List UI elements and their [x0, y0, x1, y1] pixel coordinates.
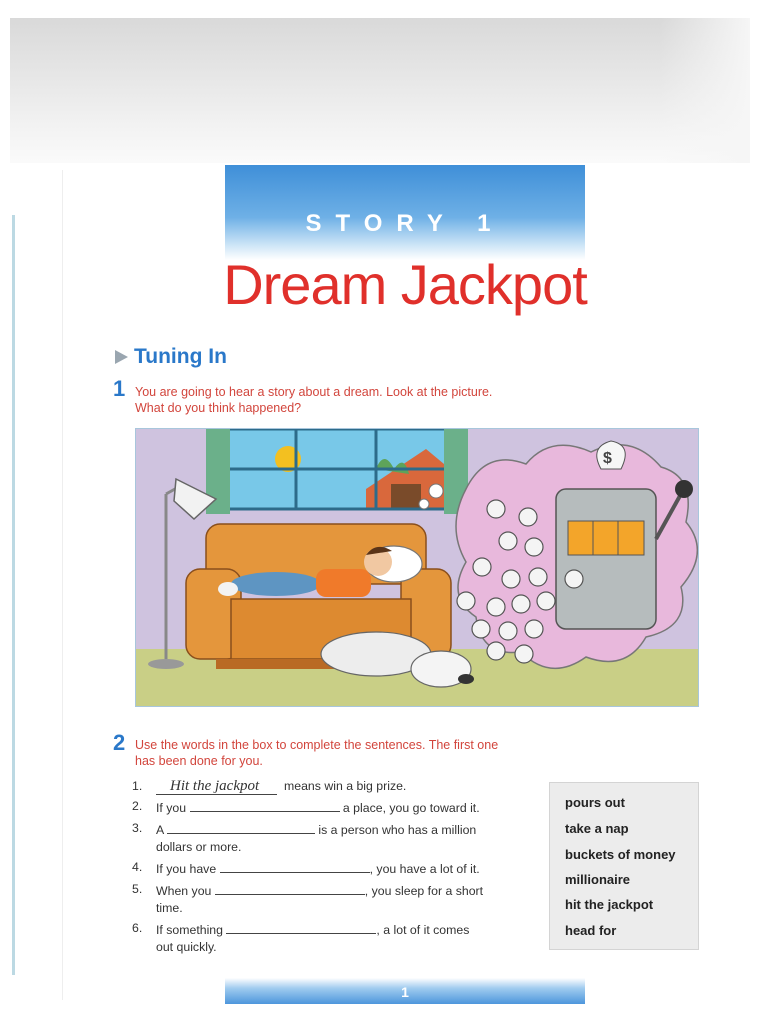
item-text: , a lot of it comes [376, 923, 470, 937]
item-text: is a person who has a million [318, 823, 477, 837]
list-item [132, 820, 532, 856]
item-text: When you [156, 884, 212, 898]
item-text: means win a big prize. [284, 779, 407, 793]
word-box-item: pours out [565, 795, 625, 810]
item-text: If you have [156, 862, 217, 876]
item-text: , you have a lot of it. [369, 862, 480, 876]
blank-field[interactable] [215, 881, 365, 895]
item-number: 4. [132, 860, 143, 874]
scan-shadow [10, 18, 750, 163]
word-box-item: hit the jackpot [565, 897, 654, 912]
item-number: 5. [132, 882, 143, 896]
list-item [132, 920, 532, 956]
arrow-icon [115, 350, 128, 364]
word-box-item: buckets of money [565, 847, 676, 862]
page-title: Dream Jackpot [223, 253, 587, 316]
word-box-item: take a nap [565, 821, 629, 836]
item-number: 1. [132, 779, 143, 793]
word-box [549, 782, 699, 950]
item-text: , you sleep for a short [364, 884, 484, 898]
blank-field[interactable] [220, 859, 370, 873]
sleeping-dreamer-illustration [136, 429, 698, 706]
list-item [132, 798, 532, 817]
word-box-item: millionaire [565, 872, 631, 887]
word-box-item: head for [565, 923, 617, 938]
item-text: If you [156, 801, 187, 815]
item-text: A [156, 823, 164, 837]
lever-knob [675, 480, 693, 498]
exercise-1-instruction: You are going to hear a story about a dream. Look at the picture. What do you think happened? [135, 385, 493, 415]
sleeping-person [231, 572, 321, 596]
story-label: STORY 1 [305, 210, 505, 237]
item-text: time. [156, 901, 183, 915]
item-number: 2. [132, 799, 143, 813]
list-item [132, 859, 532, 878]
exercise-1-number: 1 [113, 376, 126, 401]
section-title: Tuning In [134, 345, 227, 368]
blank-field[interactable] [190, 798, 340, 812]
item-text: a place, you go toward it. [342, 801, 480, 815]
exercise-2-instruction: Use the words in the box to complete the sentences. The first one has been done for you. [135, 738, 499, 768]
item-text: out quickly. [156, 940, 217, 954]
left-margin-rule [12, 215, 15, 975]
exercise-2-number: 2 [113, 730, 126, 755]
item-number: 3. [132, 821, 143, 835]
item-number: 6. [132, 921, 143, 935]
dollar-sign: $ [603, 450, 612, 467]
answer-text: Hit the jackpot [156, 778, 277, 795]
list-item [132, 778, 532, 795]
item-text: If something [156, 923, 223, 937]
story-illustration [135, 428, 699, 707]
item-text: dollars or more. [156, 840, 242, 854]
list-item [132, 881, 532, 917]
blank-field[interactable] [226, 920, 376, 934]
page-gutter [62, 170, 63, 1000]
page-number: 1 [401, 984, 409, 1000]
blank-field[interactable] [167, 820, 315, 834]
slot-machine [556, 489, 656, 629]
exercise-2-items [132, 778, 532, 959]
tuning-in-heading [115, 345, 227, 369]
